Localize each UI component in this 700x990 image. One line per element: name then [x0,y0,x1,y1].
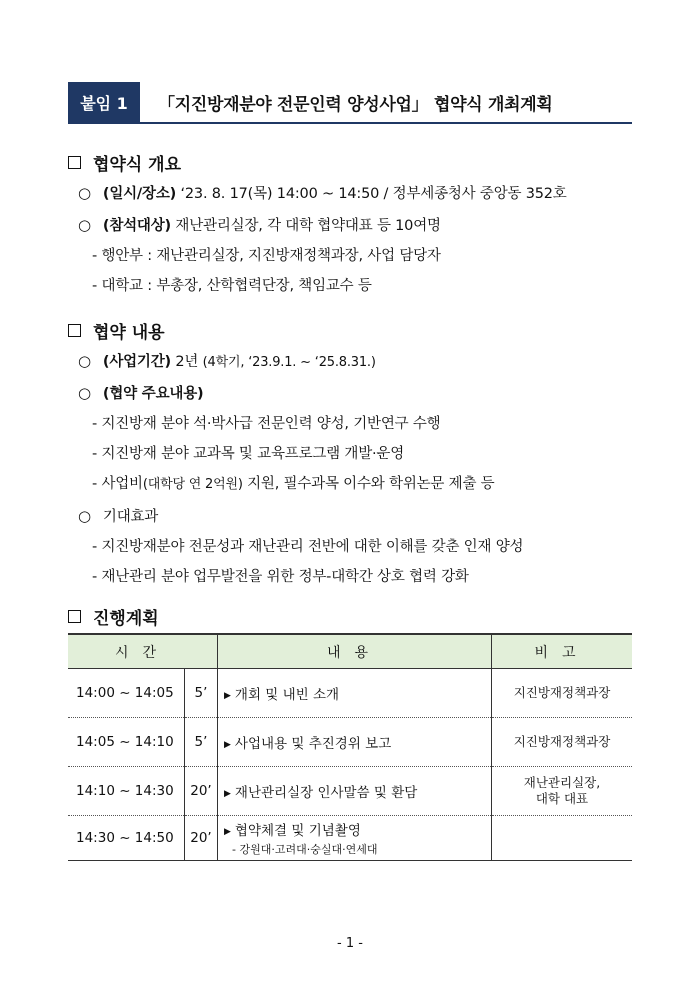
schedule-table [68,633,632,861]
triangle-bullet-icon: ▶ [224,827,231,837]
header-note: 비고 [492,634,633,669]
agreement-effect-line [78,505,158,526]
section-schedule-heading [68,604,159,629]
checkbox-square-icon [68,156,81,169]
document-title: 「지진방재분야 전문인력 양성사업」 협약식 개최계획 [158,94,553,115]
row-content [218,718,492,767]
section-agreement-heading [68,318,165,343]
agreement-main-line [78,382,203,403]
checkbox-square-icon [68,610,81,623]
section-overview-heading [68,150,181,175]
agreement-item-2: - 지진방재 분야 교과목 및 교육프로그램 개발·운영 [92,446,405,462]
checkbox-square-icon [68,324,81,337]
table-row [68,669,632,718]
period-label: (사업기간) [102,354,171,370]
triangle-bullet-icon: ▶ [224,740,231,750]
page-number: - 1 - [337,936,363,951]
row-time: 14:10 ~ 14:30 [68,767,185,816]
title-bar [68,82,632,124]
row-time: 14:00 ~ 14:05 [68,669,185,718]
section-title: 협약 내용 [93,323,165,343]
row-duration: 20’ [185,816,218,861]
overview-attendees-line [78,214,441,235]
header-time: 시간 [68,634,218,669]
table-row [68,816,632,861]
row-time: 14:05 ~ 14:10 [68,718,185,767]
row-note: 지진방재정책과장 [492,718,633,767]
row-content-sub: - 강원대·고려대·숭실대·연세대 [232,843,378,856]
row-note [492,816,633,861]
item3-part-b: (대학당 연 2억원) [142,477,243,492]
agreement-effect-1: - 지진방재분야 전문성과 재난관리 전반에 대한 이해를 갖춘 인재 양성 [92,539,524,555]
table-row [68,767,632,816]
row-content [218,767,492,816]
row-content [218,669,492,718]
circle-bullet-icon: ○ [78,216,91,234]
triangle-bullet-icon: ▶ [224,789,231,799]
item3-part-a: - 사업비 [92,476,143,492]
row-content-text: 개회 및 내빈 소개 [234,687,340,703]
row-content-text: 사업내용 및 추진경위 보고 [234,736,392,752]
row-note: 지진방재정책과장 [492,669,633,718]
section-title: 협약식 개요 [93,155,182,175]
overview-sub-university: - 대학교 : 부총장, 산학협력단장, 책임교수 등 [92,278,372,294]
attendees-value: 재난관리실장, 각 대학 협약대표 등 10여명 [175,218,441,234]
row-time: 14:30 ~ 14:50 [68,816,185,861]
circle-bullet-icon: ○ [78,384,91,402]
triangle-bullet-icon: ▶ [224,691,231,701]
row-duration: 5’ [185,669,218,718]
overview-datetime-line [78,182,567,203]
row-content-text: 재난관리실장 인사말씀 및 환담 [234,785,418,801]
effect-label: 기대효과 [102,509,159,525]
item3-part-c: 지원, 필수과목 이수와 학위논문 제출 등 [242,476,495,492]
period-value: 2년 [175,354,199,370]
main-content-label: (협약 주요내용) [102,386,204,402]
period-detail: (4학기, ‘23.9.1. ~ ‘25.8.31.) [202,355,376,370]
agreement-period-line [78,350,376,371]
row-content-text: 협약체결 및 기념촬영 [234,823,361,839]
datetime-label: (일시/장소) [102,186,177,202]
schedule-header-row [68,634,632,669]
row-duration: 20’ [185,767,218,816]
table-row [68,718,632,767]
circle-bullet-icon: ○ [78,352,91,370]
row-duration: 5’ [185,718,218,767]
attendees-label: (참석대상) [102,218,171,234]
circle-bullet-icon: ○ [78,184,91,202]
circle-bullet-icon: ○ [78,507,91,525]
row-note: 재난관리실장, 대학 대표 [492,767,633,816]
datetime-value: ‘23. 8. 17(목) 14:00 ~ 14:50 / 정부세종청사 중앙동 352호 [180,186,567,202]
header-content: 내용 [218,634,492,669]
attachment-badge: 붙임 1 [68,82,140,122]
section-title: 진행계획 [93,609,159,629]
row-content [218,816,492,861]
agreement-item-1: - 지진방재 분야 석·박사급 전문인력 양성, 기반연구 수행 [92,416,441,432]
overview-sub-ministry: - 행안부 : 재난관리실장, 지진방재정책과장, 사업 담당자 [92,248,441,264]
agreement-effect-2: - 재난관리 분야 업무발전을 위한 정부-대학간 상호 협력 강화 [92,569,469,585]
agreement-item-3 [92,472,494,493]
